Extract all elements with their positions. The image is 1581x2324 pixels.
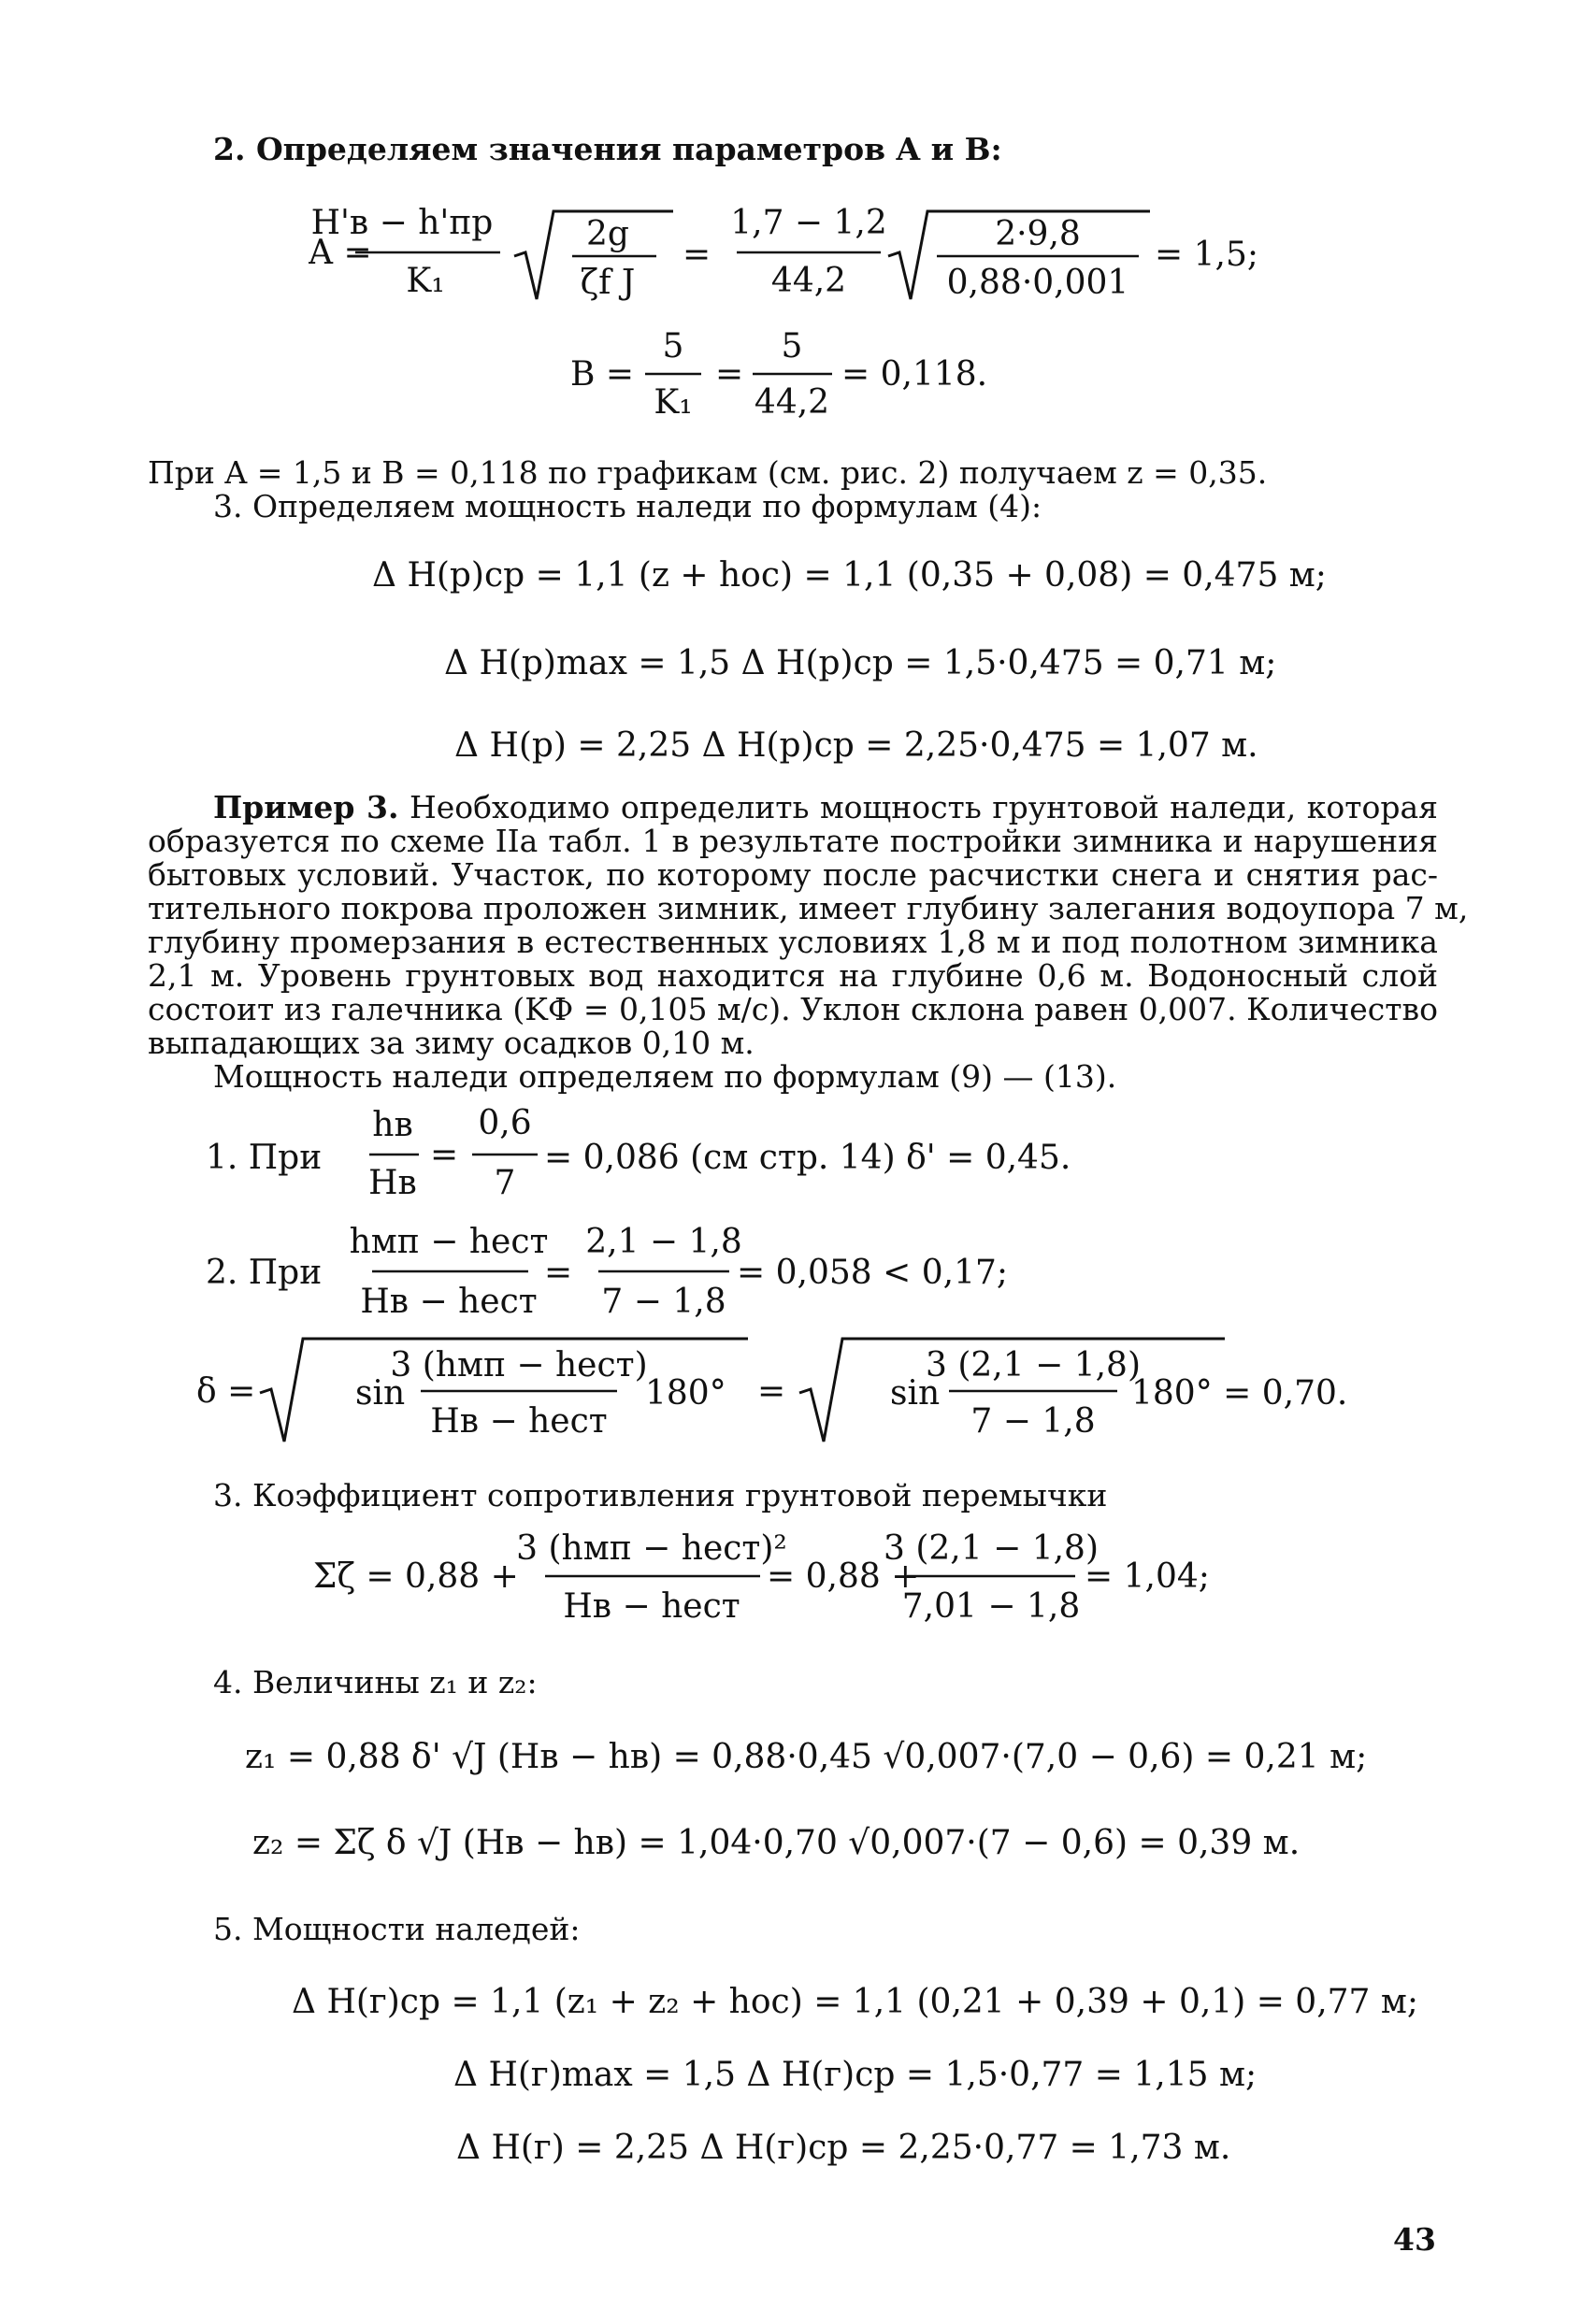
example-3-line-6: 2,1 м. Уровень грунтовых вод находится на глубине 0,6 м. Водоносный слой (148, 957, 1438, 994)
step-1-val-den: 7 (494, 1164, 516, 1202)
formula-a-eq: = (683, 236, 711, 274)
step-1-num: hв (372, 1108, 413, 1144)
section-3-eq2: Δ H(р)max = 1,5 Δ H(р)ср = 1,5·0,475 = 0,71 м; (444, 644, 1277, 682)
formula-b-val-num: 5 (781, 327, 803, 366)
step-2-label: 2. При (206, 1254, 323, 1292)
example-3-line-7: состоит из галечника (KФ = 0,105 м/с). Уклон склона равен 0,007. Количество (148, 991, 1438, 1027)
delta-eq: = (757, 1372, 786, 1411)
step-5-eq1: Δ H(г)ср = 1,1 (z₁ + z₂ + hос) = 1,1 (0,21 + 0,39 + 0,1) = 0,77 м; (292, 1983, 1419, 2021)
step-2-result: = 0,058 < 0,17; (737, 1254, 1009, 1292)
step-5-heading: 5. Мощности наледей: (213, 1911, 581, 1947)
delta-sin-2: sin (890, 1374, 941, 1413)
formula-a-val-den: 44,2 (770, 262, 847, 300)
formula-b-lhs: B = (570, 355, 635, 394)
step-3-result: = 1,04; (1085, 1557, 1210, 1596)
delta-lhs: δ = (196, 1372, 256, 1411)
formula-b-result: = 0,118. (841, 355, 988, 394)
delta-result: 180° = 0,70. (1131, 1374, 1348, 1413)
formula-a-val-root-den: 0,88·0,001 (946, 264, 1129, 302)
step-3-num: 3 (hмп − hест)² (516, 1529, 787, 1568)
step-1-eq: = (430, 1136, 459, 1174)
example-3-line-1: Пример 3. Необходимо определить мощность грунтовой наледи, которая (213, 789, 1438, 825)
step-1-val-num: 0,6 (478, 1108, 532, 1142)
formula-b-val-den: 44,2 (754, 383, 830, 422)
example-3-line-2: образуется по схеме IIa табл. 1 в результате постройки зимника и нарушения (148, 823, 1438, 859)
graph-text: При A = 1,5 и B = 0,118 по графикам (см. рис. 2) получаем z = 0,35. (148, 454, 1268, 491)
step-1-den: Hв (368, 1164, 417, 1202)
formula-a (309, 198, 1281, 310)
step-3-val-num: 3 (2,1 − 1,8) (884, 1529, 1099, 1568)
step-4-z1: z₁ = 0,88 δ' √J (Hв − hв) = 0,88·0,45 √0,007·(7,0 − 0,6) = 0,21 м; (245, 1738, 1368, 1776)
formula-a-result: = 1,5; (1155, 236, 1258, 274)
page-number: 43 (1393, 2221, 1436, 2258)
example-3-line-8: выпадающих за зиму осадков 0,10 м. (148, 1025, 755, 1061)
step-1-result: = 0,086 (см стр. 14) δ' = 0,45. (544, 1139, 1071, 1177)
step-3-formula (313, 1522, 1323, 1634)
formula-a-lhs: A = (309, 234, 372, 272)
formula-a-val-root-num: 2·9,8 (995, 215, 1081, 253)
section-3-heading: 3. Определяем мощность наледи по формулам (4): (213, 488, 1042, 524)
step-2 (206, 1223, 1141, 1326)
step-5-eq3: Δ H(г) = 2,25 Δ H(г)ср = 2,25·0,77 = 1,73 м. (456, 2129, 1231, 2167)
step-3-den: Hв − hест (563, 1587, 740, 1626)
step-4-heading: 4. Величины z₁ и z₂: (213, 1664, 538, 1700)
delta-den: Hв − hест (430, 1402, 608, 1441)
example-3-label: Пример 3. (213, 789, 399, 825)
formula-b (570, 327, 1010, 430)
step-2-val-den: 7 − 1,8 (601, 1283, 726, 1321)
step-3-heading: 3. Коэффициент сопротивления грунтовой перемычки (213, 1477, 1108, 1513)
formulas-reference: Мощность наледи определяем по формулам (9) — (13). (213, 1058, 1117, 1095)
step-1 (206, 1108, 1141, 1211)
formula-a-num: H'в − h'пр (310, 204, 494, 242)
step-2-den: Hв − hест (360, 1283, 538, 1321)
delta-val-num: 3 (2,1 − 1,8) (926, 1346, 1141, 1384)
step-5-eq2: Δ H(г)max = 1,5 Δ H(г)ср = 1,5·0,77 = 1,15 м; (453, 2056, 1258, 2094)
step-3-mid: = 0,88 + (767, 1557, 920, 1596)
step-2-eq: = (544, 1254, 573, 1292)
delta-val-den: 7 − 1,8 (970, 1402, 1096, 1441)
delta-deg: 180° (645, 1374, 726, 1413)
formula-a-den: K₁ (406, 262, 445, 300)
example-3-line-4: тительного покрова проложен зимник, имеет глубину залегания водоупора 7 м, (148, 890, 1469, 926)
formula-a-root-num: 2g (586, 215, 629, 253)
example-3-line-5: глубину промерзания в естественных условиях 1,8 м и под полотном зимника (148, 924, 1438, 960)
formula-b-eq: = (715, 355, 744, 394)
formula-b-den: K₁ (654, 383, 693, 422)
formula-a-root-den: ζf J (580, 264, 636, 302)
formula-b-num: 5 (662, 327, 684, 366)
step-4-z2: z₂ = Σζ δ √J (Hв − hв) = 1,04·0,70 √0,007·(7 − 0,6) = 0,39 м. (252, 1824, 1301, 1862)
delta-formula (196, 1327, 1365, 1449)
step-2-val-num: 2,1 − 1,8 (585, 1223, 742, 1261)
step-3-val-den: 7,01 − 1,8 (901, 1587, 1081, 1626)
step-2-num: hмп − hест (349, 1223, 549, 1261)
step-3-lhs: Σζ = 0,88 + (313, 1557, 519, 1596)
delta-num: 3 (hмп − hест) (390, 1346, 648, 1384)
example-3-line-3: бытовых условий. Участок, по которому после расчистки снега и снятия рас- (148, 856, 1438, 893)
section-2-heading: 2. Определяем значения параметров A и B: (213, 131, 1002, 167)
section-3-eq1: Δ H(р)ср = 1,1 (z + hос) = 1,1 (0,35 + 0,08) = 0,475 м; (372, 556, 1327, 595)
delta-sin: sin (355, 1374, 406, 1413)
step-1-label: 1. При (206, 1139, 323, 1177)
section-3-eq3: Δ H(р) = 2,25 Δ H(р)ср = 2,25·0,475 = 1,07 м. (454, 726, 1258, 765)
formula-a-val-num: 1,7 − 1,2 (730, 204, 887, 242)
